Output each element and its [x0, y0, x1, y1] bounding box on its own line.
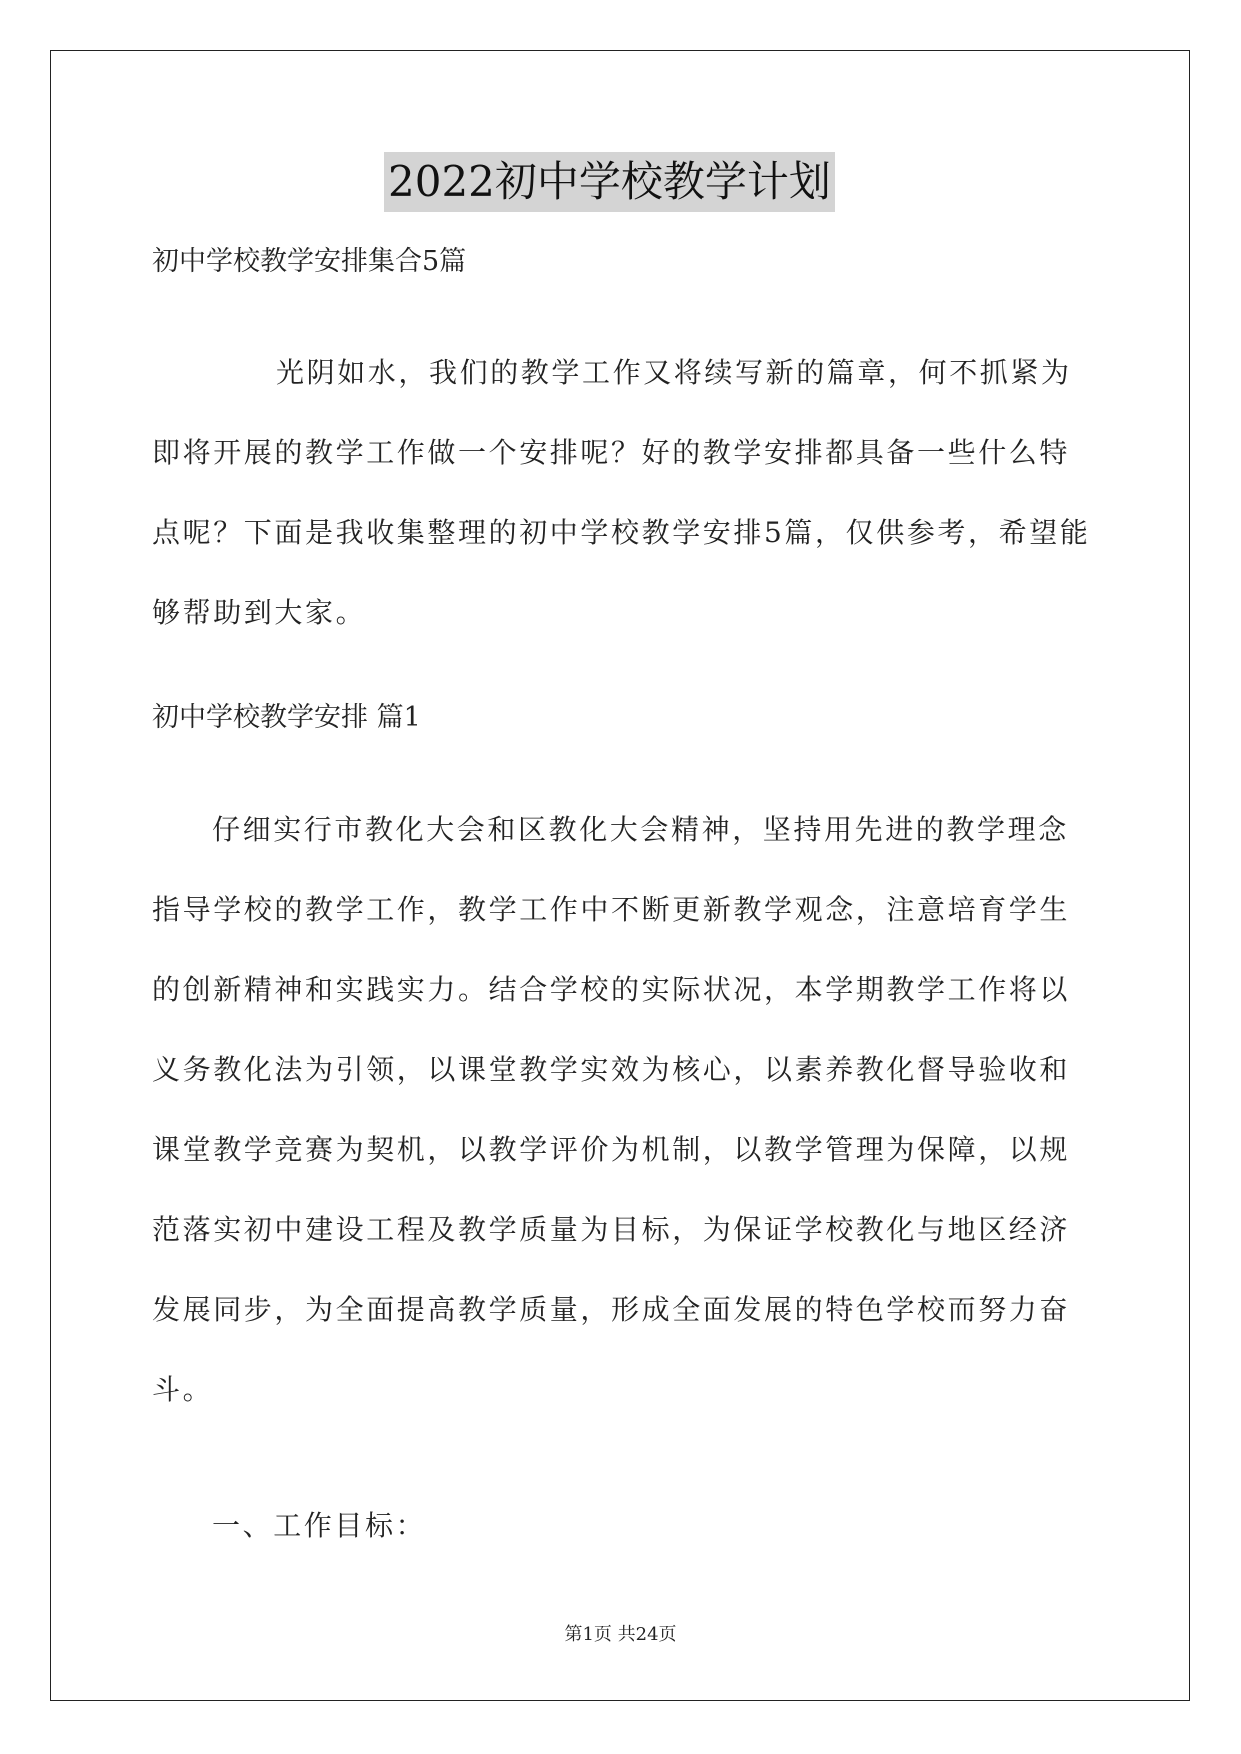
goals-heading: 一、工作目标：: [212, 1509, 427, 1542]
section-body-paragraph: 仔细实行市教化大会和区教化大会精神，坚持用先进的教学理念指导学校的教学工作，教学工作中不断更新教学观念，注意培育学生的创新精神和实践实力。结合学校的实际状况，本学期教学工作将以义务教化法为引领，以课堂教学实效为核心，以素养教化督导验收和课堂教学竞赛为契机，以教学评价为机制，以教学管理为保障，以规范落实初中建设工程及教学质量为目标，为保证学校教化与地区经济发展同步，为全面提高教学质量，形成全面发展的特色学校而努力奋斗。: [152, 813, 1071, 1406]
document-title: 2022初中学校教学计划: [384, 152, 835, 212]
page-footer: 第1页 共24页: [564, 1624, 677, 1645]
document-subtitle: 初中学校教学安排集合5篇: [152, 246, 467, 277]
section-heading: 初中学校教学安排 篇1: [152, 702, 421, 733]
intro-paragraph: 光阴如水，我们的教学工作又将续写新的篇章，何不抓紧为即将开展的教学工作做一个安排呢？好的教学安排都具备一些什么特点呢？下面是我收集整理的初中学校教学安排5篇，仅供参考，希望能够帮助到大家。: [152, 356, 1091, 629]
